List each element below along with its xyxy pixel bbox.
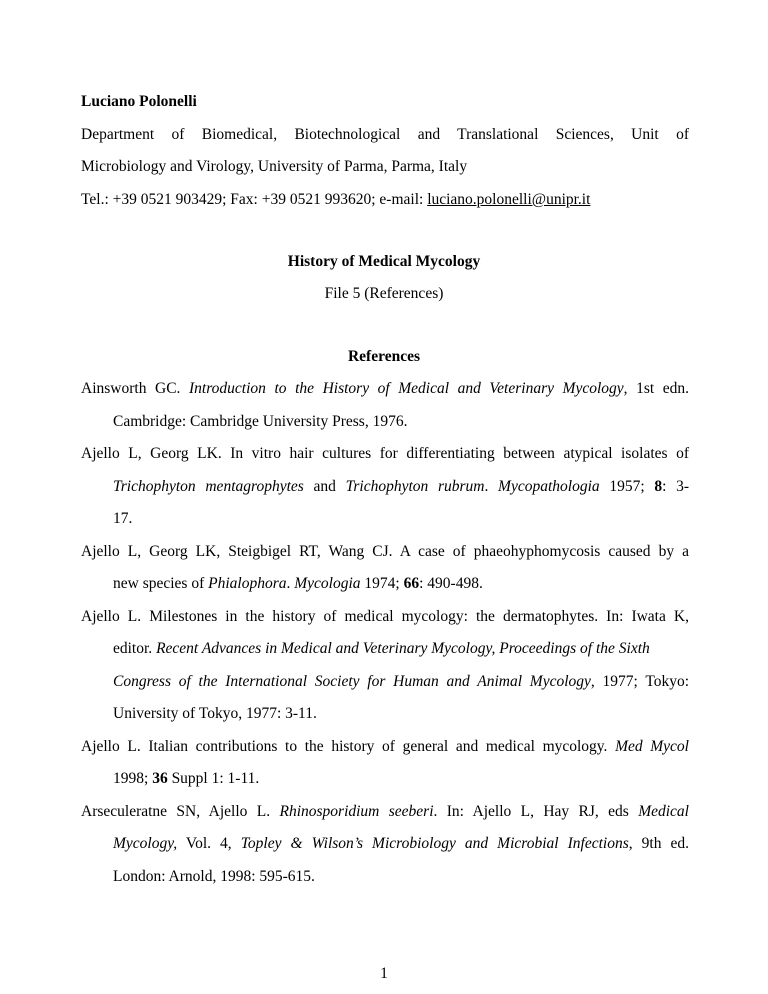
document-title: History of Medical Mycology — [287, 253, 481, 270]
reference-4-line-4: University of Tokyo, 1977: 3-11. — [113, 705, 317, 722]
reference-2-line-2: Trichophyton mentagrophytes and Trichophyton rubrum. Mycopathologia 1957; 8: 3- — [113, 478, 690, 495]
reference-3-line-2: new species of Phialophora. Mycologia 1974; 66: 490-498. — [113, 575, 483, 592]
reference-6-line-1: Arseculeratne SN, Ajello L. Rhinosporidium seeberi. In: Ajello L, Hay RJ, eds Medical — [81, 803, 689, 820]
reference-4-line-2: editor. Recent Advances in Medical and Veterinary Mycology, Proceedings of the Sixth — [113, 640, 650, 657]
reference-6-line-2: Mycology, Vol. 4, Topley & Wilson’s Microbiology and Microbial Infections, 9th ed. — [113, 835, 689, 852]
reference-5-line-2: 1998; 36 Suppl 1: 1-11. — [113, 770, 260, 787]
author-name: Luciano Polonelli — [81, 93, 197, 110]
affiliation-line-1: Department of Biomedical, Biotechnological and Translational Sciences, Unit of — [81, 126, 689, 143]
reference-1-line-1: Ainsworth GC. Introduction to the History of Medical and Veterinary Mycology, 1st edn. — [81, 380, 689, 397]
reference-3-line-1: Ajello L, Georg LK, Steigbigel RT, Wang CJ. A case of phaeohyphomycosis caused by a — [81, 543, 689, 560]
contact-line: Tel.: +39 0521 903429; Fax: +39 0521 993620; e-mail: luciano.polonelli@unipr.it — [81, 191, 591, 208]
reference-2-line-1: Ajello L, Georg LK. In vitro hair cultures for differentiating between atypical isolates of — [81, 445, 689, 462]
document-subtitle: File 5 (References) — [324, 285, 444, 302]
page-number: 1 — [380, 965, 388, 982]
reference-4-line-3: Congress of the International Society for Human and Animal Mycology, 1977; Tokyo: — [113, 673, 690, 690]
reference-4-line-1: Ajello L. Milestones in the history of medical mycology: the dermatophytes. In: Iwata K, — [81, 608, 689, 625]
email-link[interactable]: luciano.polonelli@unipr.it — [427, 191, 591, 208]
reference-1-line-2: Cambridge: Cambridge University Press, 1976. — [113, 413, 408, 430]
affiliation-line-2: Microbiology and Virology, University of Parma, Parma, Italy — [81, 158, 468, 175]
references-heading: References — [347, 348, 420, 365]
reference-2-line-3: 17. — [113, 510, 133, 527]
reference-5-line-1: Ajello L. Italian contributions to the history of general and medical mycology. Med Mycol — [81, 738, 689, 755]
reference-6-line-3: London: Arnold, 1998: 595-615. — [113, 868, 315, 885]
